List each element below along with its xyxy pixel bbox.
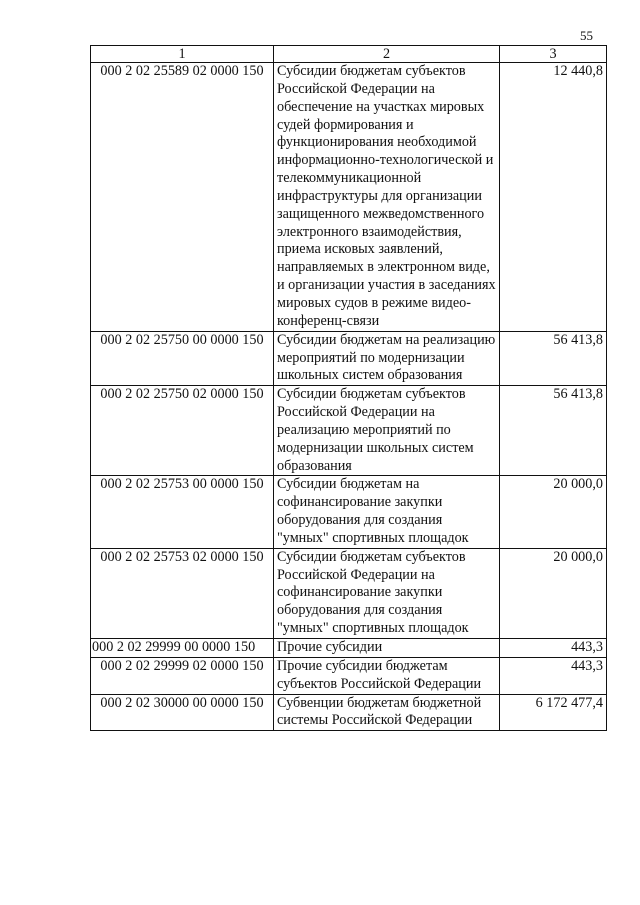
budget-code-cell: 000 2 02 25750 02 0000 150 xyxy=(91,386,274,476)
budget-name-cell: Прочие субсидии xyxy=(274,639,500,658)
budget-amount-cell: 6 172 477,4 xyxy=(500,694,607,731)
budget-amount-cell: 12 440,8 xyxy=(500,63,607,332)
budget-name-cell: Субвенции бюджетам бюджетной системы Российской Федерации xyxy=(274,694,500,731)
budget-name-cell: Субсидии бюджетам на реализацию мероприятий по модернизации школьных систем образования xyxy=(274,331,500,386)
budget-amount-cell: 443,3 xyxy=(500,657,607,694)
budget-amount-cell: 20 000,0 xyxy=(500,548,607,638)
budget-code-cell: 000 2 02 30000 00 0000 150 xyxy=(91,694,274,731)
table-row xyxy=(91,386,607,476)
table-row xyxy=(91,694,607,731)
table-row xyxy=(91,63,607,332)
column-header-name: 2 xyxy=(274,46,500,63)
budget-code-cell: 000 2 02 25750 00 0000 150 xyxy=(91,331,274,386)
budget-name-cell: Субсидии бюджетам субъектов Российской Федерации на обеспечение на участках мировых судей формирования и функционирования необходимой информационно-технологической и телекоммуникационной инфраструктуры для организации защищенного межведомственного электронного взаимодействия, приема исковых заявлений, направляемых в электронном виде, и организации участия в заседаниях мировых судов в режиме видео-конференц-связи xyxy=(274,63,500,332)
budget-code-cell: 000 2 02 29999 02 0000 150 xyxy=(91,657,274,694)
budget-code-cell: 000 2 02 25589 02 0000 150 xyxy=(91,63,274,332)
budget-name-cell: Субсидии бюджетам субъектов Российской Федерации на реализацию мероприятий по модернизации школьных систем образования xyxy=(274,386,500,476)
page-number: 55 xyxy=(580,28,593,43)
column-header-amount: 3 xyxy=(500,46,607,63)
table-header xyxy=(91,46,607,63)
table-row xyxy=(91,548,607,638)
budget-code-cell: 000 2 02 25753 00 0000 150 xyxy=(91,476,274,548)
table-body xyxy=(91,63,607,731)
header-row xyxy=(91,46,607,63)
table-row xyxy=(91,476,607,548)
budget-revenue-table xyxy=(90,45,607,731)
budget-name-cell: Субсидии бюджетам на софинансирование закупки оборудования для создания "умных" спортивных площадок xyxy=(274,476,500,548)
budget-amount-cell: 56 413,8 xyxy=(500,331,607,386)
column-header-code: 1 xyxy=(91,46,274,63)
table-row xyxy=(91,331,607,386)
budget-name-cell: Прочие субсидии бюджетам субъектов Российской Федерации xyxy=(274,657,500,694)
budget-code-cell: 000 2 02 25753 02 0000 150 xyxy=(91,548,274,638)
budget-code-cell: 000 2 02 29999 00 0000 150 xyxy=(91,639,274,658)
table-row xyxy=(91,657,607,694)
budget-amount-cell: 56 413,8 xyxy=(500,386,607,476)
table-row xyxy=(91,639,607,658)
budget-name-cell: Субсидии бюджетам субъектов Российской Федерации на софинансирование закупки оборудования для создания "умных" спортивных площадок xyxy=(274,548,500,638)
budget-amount-cell: 443,3 xyxy=(500,639,607,658)
budget-amount-cell: 20 000,0 xyxy=(500,476,607,548)
